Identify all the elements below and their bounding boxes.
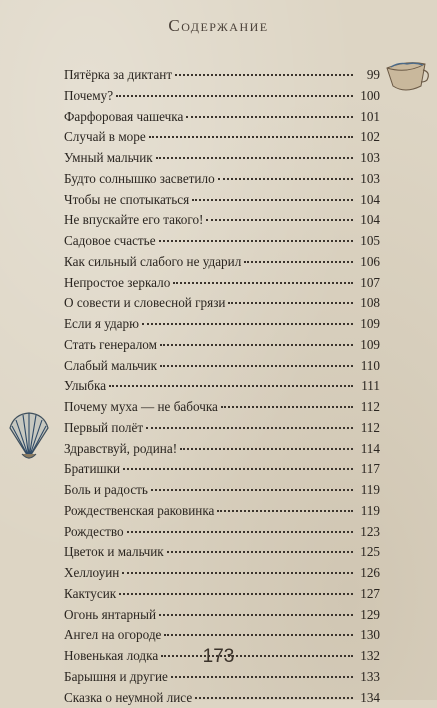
- toc-entry[interactable]: [64, 65, 380, 86]
- toc-entry[interactable]: [64, 169, 380, 190]
- dot-leader: [173, 282, 353, 284]
- dot-leader: [228, 302, 353, 304]
- toc-entry-page: 125: [356, 542, 380, 563]
- dot-leader: [221, 406, 353, 408]
- table-of-contents: [64, 65, 380, 708]
- dot-leader: [244, 261, 353, 263]
- toc-entry-page: 104: [356, 190, 380, 211]
- dot-leader: [123, 468, 353, 470]
- toc-entry[interactable]: [64, 190, 380, 211]
- page-number: 173: [0, 646, 437, 668]
- toc-entry[interactable]: [64, 688, 380, 708]
- dot-leader: [159, 614, 353, 616]
- toc-entry-title: Стать генералом: [64, 335, 157, 356]
- toc-entry-title: Первый полёт: [64, 418, 143, 439]
- seashell-icon: [6, 410, 52, 462]
- toc-entry-title: Не впускайте его такого!: [64, 210, 203, 231]
- toc-entry-title: Братишки: [64, 459, 120, 480]
- toc-entry-page: 132: [356, 646, 380, 667]
- toc-entry-title: Умный мальчик: [64, 148, 153, 169]
- toc-entry-page: 133: [356, 667, 380, 688]
- dot-leader: [195, 697, 353, 699]
- toc-entry-page: 101: [356, 107, 380, 128]
- toc-entry[interactable]: [64, 418, 380, 439]
- teacup-icon: [383, 52, 431, 98]
- toc-entry[interactable]: [64, 252, 380, 273]
- toc-entry[interactable]: [64, 335, 380, 356]
- dot-leader: [156, 157, 353, 159]
- dot-leader: [160, 365, 353, 367]
- toc-entry-page: 106: [356, 252, 380, 273]
- toc-entry-title: О совести и словесной грязи: [64, 293, 225, 314]
- dot-leader: [217, 510, 353, 512]
- toc-entry-title: Садовое счастье: [64, 231, 156, 252]
- toc-entry[interactable]: [64, 480, 380, 501]
- toc-entry-page: 112: [356, 418, 380, 439]
- toc-entry-page: 111: [356, 376, 380, 397]
- toc-entry-title: Почему?: [64, 86, 113, 107]
- toc-entry-title: Фарфоровая чашечка: [64, 107, 183, 128]
- dot-leader: [119, 593, 353, 595]
- toc-entry-page: 109: [356, 314, 380, 335]
- dot-leader: [218, 178, 353, 180]
- toc-entry-page: 102: [356, 127, 380, 148]
- toc-entry-title: Пятёрка за диктант: [64, 65, 172, 86]
- toc-entry[interactable]: [64, 231, 380, 252]
- toc-entry[interactable]: [64, 127, 380, 148]
- toc-entry[interactable]: [64, 356, 380, 377]
- toc-entry[interactable]: [64, 439, 380, 460]
- dot-leader: [180, 448, 353, 450]
- toc-entry-title: Кактусик: [64, 584, 116, 605]
- dot-leader: [122, 572, 353, 574]
- toc-entry[interactable]: [64, 667, 380, 688]
- toc-entry-title: Будто солнышко засветило: [64, 169, 215, 190]
- toc-entry-title: Слабый мальчик: [64, 356, 157, 377]
- toc-entry-title: Здравствуй, родина!: [64, 439, 177, 460]
- toc-entry-page: 112: [356, 397, 380, 418]
- toc-entry[interactable]: [64, 459, 380, 480]
- toc-entry-title: Боль и радость: [64, 480, 148, 501]
- toc-entry[interactable]: [64, 376, 380, 397]
- toc-entry-page: 117: [356, 459, 380, 480]
- toc-entry-page: 114: [356, 439, 380, 460]
- dot-leader: [159, 240, 353, 242]
- toc-entry-page: 109: [356, 335, 380, 356]
- dot-leader: [116, 95, 353, 97]
- toc-entry-title: Рождественская раковинка: [64, 501, 214, 522]
- toc-entry-title: Рождество: [64, 522, 124, 543]
- toc-entry-page: 129: [356, 605, 380, 626]
- toc-entry-page: 110: [356, 356, 380, 377]
- toc-entry-title: Непростое зеркало: [64, 273, 170, 294]
- toc-entry[interactable]: [64, 273, 380, 294]
- toc-entry[interactable]: [64, 522, 380, 543]
- toc-entry-title: Случай в море: [64, 127, 146, 148]
- toc-entry-title: Если я ударю: [64, 314, 139, 335]
- toc-entry-title: Цветок и мальчик: [64, 542, 164, 563]
- dot-leader: [146, 427, 353, 429]
- toc-entry-page: 103: [356, 169, 380, 190]
- toc-entry-page: 100: [356, 86, 380, 107]
- toc-entry-page: 134: [356, 688, 380, 708]
- toc-entry-page: 119: [356, 480, 380, 501]
- toc-entry[interactable]: [64, 397, 380, 418]
- dot-leader: [149, 136, 353, 138]
- dot-leader: [151, 489, 353, 491]
- toc-entry[interactable]: [64, 605, 380, 626]
- toc-entry[interactable]: [64, 584, 380, 605]
- toc-entry[interactable]: [64, 625, 380, 646]
- toc-entry[interactable]: [64, 107, 380, 128]
- toc-entry-page: 127: [356, 584, 380, 605]
- dot-leader: [186, 116, 353, 118]
- dot-leader: [160, 344, 353, 346]
- toc-entry[interactable]: [64, 293, 380, 314]
- toc-entry-page: 99: [356, 65, 380, 86]
- toc-entry-page: 105: [356, 231, 380, 252]
- dot-leader: [127, 531, 353, 533]
- toc-entry-title: Сказка о неумной лисе: [64, 688, 192, 708]
- toc-entry[interactable]: [64, 314, 380, 335]
- dot-leader: [206, 219, 353, 221]
- toc-entry[interactable]: [64, 542, 380, 563]
- toc-entry-page: 104: [356, 210, 380, 231]
- toc-entry-title: Как сильный слабого не ударил: [64, 252, 241, 273]
- dot-leader: [167, 551, 353, 553]
- toc-entry[interactable]: [64, 210, 380, 231]
- dot-leader: [109, 385, 353, 387]
- dot-leader: [171, 676, 353, 678]
- dot-leader: [192, 199, 353, 201]
- toc-entry-page: 119: [356, 501, 380, 522]
- toc-entry[interactable]: [64, 86, 380, 107]
- toc-entry-title: Новенькая лодка: [64, 646, 158, 667]
- dot-leader: [142, 323, 353, 325]
- toc-entry-title: Чтобы не спотыкаться: [64, 190, 189, 211]
- toc-entry-title: Ангел на огороде: [64, 625, 161, 646]
- page-title: Содержание: [0, 16, 437, 36]
- toc-entry-title: Барышня и другие: [64, 667, 168, 688]
- toc-entry-page: 103: [356, 148, 380, 169]
- dot-leader: [175, 74, 353, 76]
- toc-entry[interactable]: [64, 563, 380, 584]
- toc-entry-page: 108: [356, 293, 380, 314]
- toc-entry-page: 126: [356, 563, 380, 584]
- toc-entry-title: Огонь янтарный: [64, 605, 156, 626]
- toc-entry-title: Улыбка: [64, 376, 106, 397]
- toc-entry[interactable]: [64, 501, 380, 522]
- toc-entry-title: Хеллоуин: [64, 563, 119, 584]
- toc-entry[interactable]: [64, 148, 380, 169]
- toc-entry-title: Почему муха — не бабочка: [64, 397, 218, 418]
- toc-entry-page: 123: [356, 522, 380, 543]
- dot-leader: [164, 634, 353, 636]
- toc-entry-page: 107: [356, 273, 380, 294]
- toc-entry-page: 130: [356, 625, 380, 646]
